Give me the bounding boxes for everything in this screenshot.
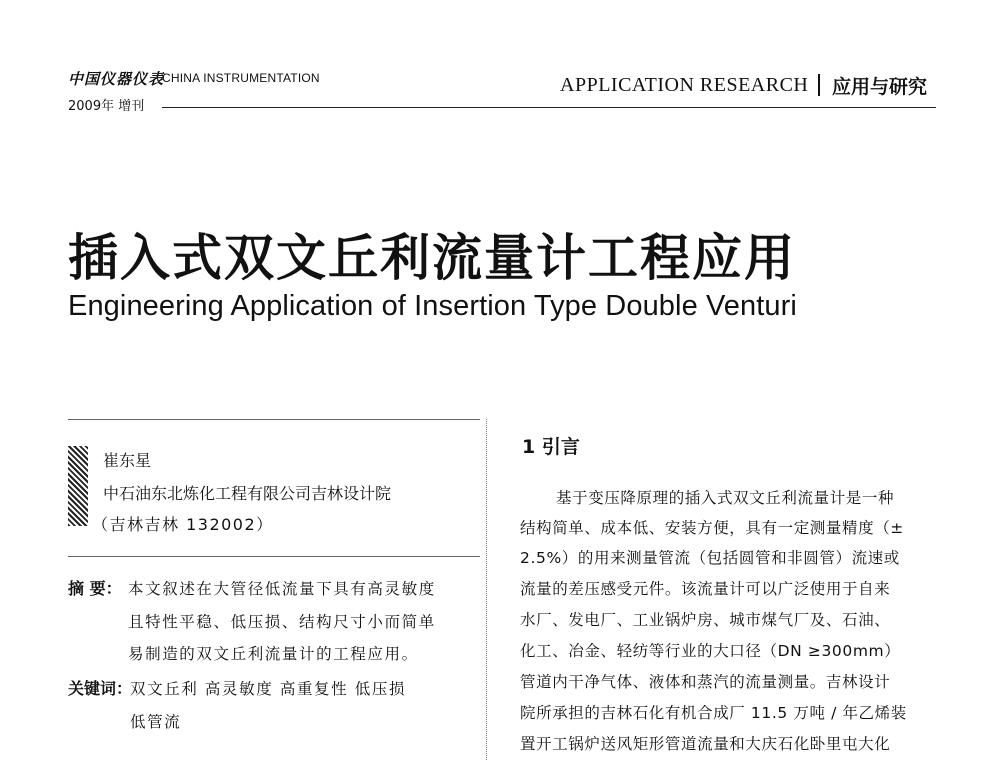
body-line: 结构简单、成本低、安装方便，具有一定测量精度（± xyxy=(520,519,904,537)
author-block-bottom-rule xyxy=(68,556,480,557)
body-line: 流量的差压感受元件。该流量计可以广泛使用于自来 xyxy=(520,580,891,598)
journal-name-cn: 中国仪器仪表 xyxy=(68,70,165,88)
paper-title-en: Engineering Application of Insertion Type Double Venturi xyxy=(68,290,797,322)
section-heading: 1 引言 xyxy=(522,436,580,458)
body-line: 置开工锅炉送风矩形管道流量和大庆石化卧里屯大化 xyxy=(520,735,891,753)
abstract-line: 易制造的双文丘利流量计的工程应用。 xyxy=(128,645,419,663)
body-line: 管道内干净气体、液体和蒸汽的流量测量。吉林设计 xyxy=(520,673,891,691)
body-line: 院所承担的吉林石化有机合成厂 11.5 万吨 / 年乙烯装 xyxy=(520,704,907,722)
decorative-hatch-bar xyxy=(68,446,88,526)
section-label-cn: 应用与研究 xyxy=(832,76,928,98)
author-block-top-rule xyxy=(68,419,480,420)
column-divider xyxy=(486,419,487,760)
body-line: 2.5%）的用来测量管流（包括圆管和非圆管）流速或 xyxy=(520,549,900,567)
abstract-label: 摘 要： xyxy=(68,579,122,598)
abstract-line: 且特性平稳、低压损、结构尺寸小而简单 xyxy=(128,613,436,631)
author-postal: （吉林吉林 132002） xyxy=(92,515,274,534)
issue-label: 2009年 增刊 xyxy=(68,99,145,114)
keywords-line: 低管流 xyxy=(130,713,182,731)
body-line: 化工、冶金、轻纺等行业的大口径（DN ≥300mm） xyxy=(520,642,901,660)
abstract-line: 本文叙述在大管径低流量下具有高灵敏度 xyxy=(128,580,436,598)
section-separator xyxy=(818,74,820,96)
body-line: 水厂、发电厂、工业锅炉房、城市煤气厂及、石油、 xyxy=(520,611,891,629)
author-name: 崔东星 xyxy=(103,451,152,470)
paper-title-cn: 插入式双文丘利流量计工程应用 xyxy=(68,229,796,287)
keywords-label: 关键词： xyxy=(68,679,133,698)
journal-name-en: CHINA INSTRUMENTATION xyxy=(162,71,320,85)
author-affiliation: 中石油东北炼化工程有限公司吉林设计院 xyxy=(103,484,392,503)
keywords-line: 双文丘利 高灵敏度 高重复性 低压损 xyxy=(130,680,407,698)
body-line: 基于变压降原理的插入式双文丘利流量计是一种 xyxy=(556,489,895,507)
section-label-en: APPLICATION RESEARCH xyxy=(560,74,809,96)
header-rule xyxy=(162,107,936,108)
